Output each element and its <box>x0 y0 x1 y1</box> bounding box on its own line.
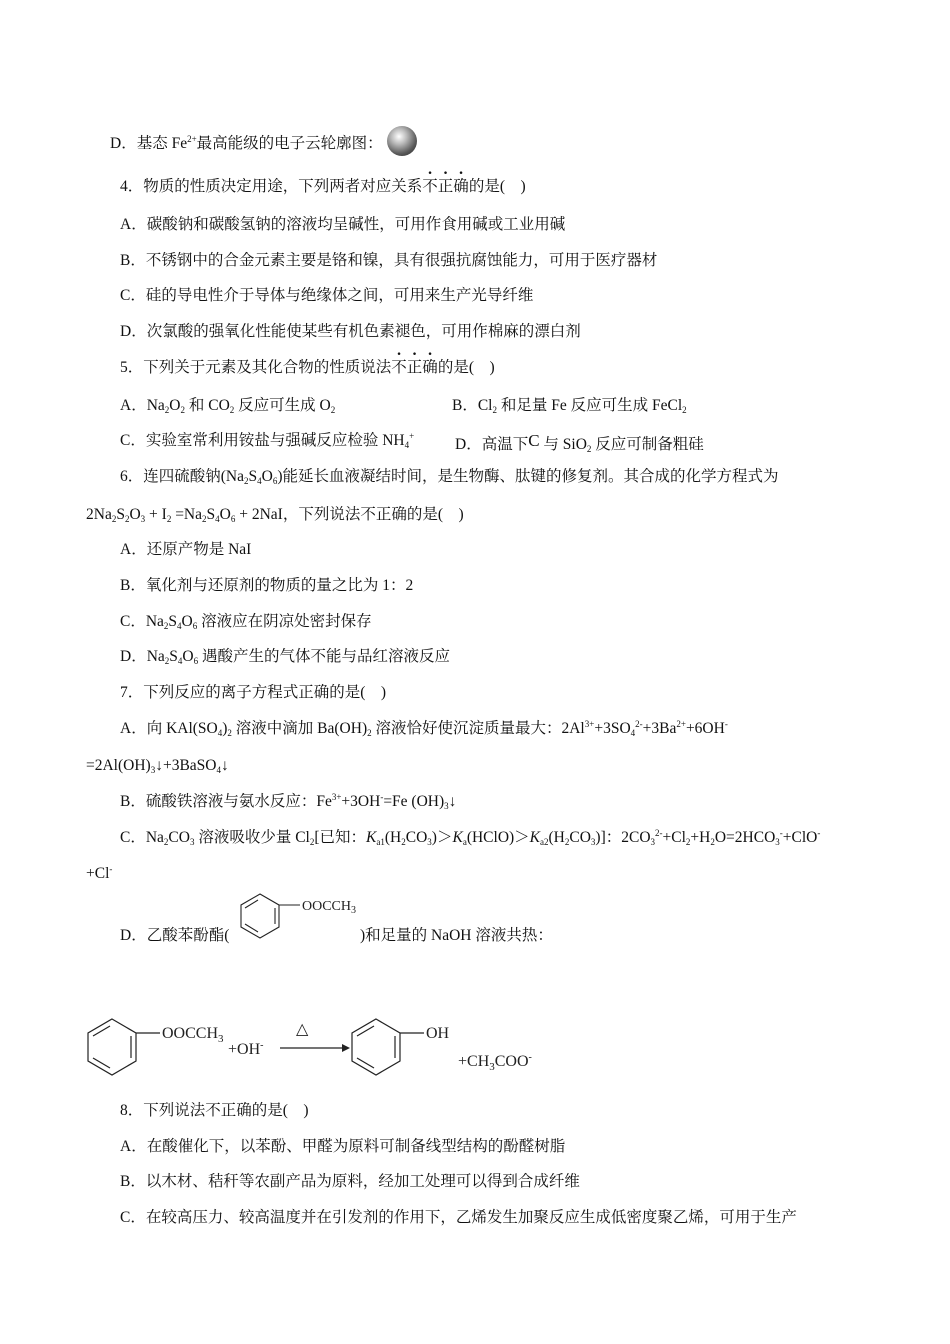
subscript: 3 <box>351 905 357 916</box>
text: O <box>182 648 194 665</box>
q7-option-a-line2 <box>86 755 229 777</box>
subscript: a1 <box>376 837 385 847</box>
text: ↓ <box>220 757 229 774</box>
q8-option-c: C．在较高压力、较高温度并在引发剂的作用下，乙烯发生加聚反应生成低密度聚乙烯，可用于生产 <box>120 1209 797 1226</box>
text: 溶液恰好使沉淀质量最大：2Al <box>371 720 585 737</box>
subscript: 2 <box>710 837 715 847</box>
subscript: 2 <box>229 405 235 415</box>
superscript: - <box>109 864 113 874</box>
subscript: 2 <box>164 656 170 666</box>
subscript: 4 <box>177 656 183 666</box>
superscript: - <box>724 719 728 729</box>
q8-stem: 8．下列说法不正确的是( ) <box>120 1102 309 1119</box>
text: 的是( ) <box>468 178 526 195</box>
reaction-equation <box>80 1010 560 1085</box>
text: 5．下列关于元素及其化合物的性质说法 <box>120 359 392 376</box>
text: +OH <box>228 1041 261 1058</box>
text: CO <box>569 829 591 846</box>
subscript: 2 <box>244 476 249 486</box>
superscript: 2- <box>635 719 643 729</box>
subscript: 4 <box>215 514 220 524</box>
text: )能延长血液凝结时间，是生物酶、肽键的修复剂。其合成的化学方程式为 <box>277 468 779 485</box>
q7-option-c-line2 <box>86 863 112 885</box>
subscript: 2 <box>685 837 691 847</box>
subscript: 2 <box>227 728 232 738</box>
subscript: 2 <box>202 514 207 524</box>
text: + 2NaI，下列说法不正确的是( ) <box>235 506 464 523</box>
q4-option-c: C．硅的导电性介于导体与绝缘体之间，可用来生产光导纤维 <box>120 287 534 304</box>
hydroxide-label <box>228 1040 263 1058</box>
q7-option-d-text-b: )和足量的 NaOH 溶液共热： <box>360 927 553 944</box>
text: O=2HCO <box>714 829 776 846</box>
text: 反应可制备粗硅 <box>591 436 704 453</box>
text: 6．连四硫酸钠(Na <box>120 468 244 485</box>
subscript: 2 <box>124 514 130 524</box>
emphasis-char: 确 <box>422 359 438 376</box>
subscript: 3 <box>775 837 780 847</box>
subscript: 4 <box>630 728 636 738</box>
text: S <box>206 506 216 523</box>
emphasis-char: 正 <box>406 359 423 376</box>
superscript: 3+ <box>331 792 342 802</box>
text: B．Cl <box>452 397 493 414</box>
text: (H <box>384 829 402 846</box>
emphasis-char: 不 <box>391 359 407 376</box>
subscript: a2 <box>540 837 549 847</box>
italic-symbol: K <box>366 829 377 846</box>
text: COO <box>494 1053 529 1070</box>
text: =Fe (OH) <box>383 793 445 810</box>
q5-option-a <box>120 395 335 417</box>
subscript: a <box>462 837 467 847</box>
q6-option-c <box>120 611 372 633</box>
subscript: 6 <box>192 621 198 631</box>
q8-option-b: B．以木材、秸秆等农副产品为原料，经加工处理可以得到合成纤维 <box>120 1173 580 1190</box>
text: S <box>248 468 258 485</box>
subscript: 2 <box>401 837 406 847</box>
text: +3SO <box>594 720 631 737</box>
italic-symbol: K <box>529 829 541 846</box>
reactant-ester-label <box>162 1025 224 1045</box>
subscript: 2 <box>111 514 117 524</box>
subscript: 2 <box>367 728 372 738</box>
text: +6OH <box>685 720 725 737</box>
text: +H <box>690 829 711 846</box>
heat-condition-label: △ <box>296 1021 309 1038</box>
subscript: 3 <box>427 837 432 847</box>
q5-stem <box>120 357 495 379</box>
text: )＞ <box>431 829 453 846</box>
subscript: 4 <box>217 728 223 738</box>
subscript: 4 <box>404 440 410 450</box>
subscript: 2 <box>163 837 169 847</box>
sphere-orbital-icon <box>387 126 417 156</box>
emphasis-char: 正 <box>437 178 454 195</box>
subscript: 6 <box>230 514 236 524</box>
superscript: - <box>817 828 821 838</box>
subscript: 2 <box>492 405 497 415</box>
subscript: 4 <box>177 621 182 631</box>
text: D．Na <box>120 648 165 665</box>
superscript: 3+ <box>584 719 595 729</box>
superscript: - <box>779 828 783 838</box>
text: S <box>169 648 178 665</box>
text: A．Na <box>120 397 165 414</box>
text: ↓+3BaSO <box>155 757 217 774</box>
text: CO <box>168 829 190 846</box>
subscript: 6 <box>272 476 278 486</box>
text: 溶液中滴加 Ba(OH) <box>231 720 368 737</box>
text: =2Al(OH) <box>86 757 151 774</box>
q7-option-b <box>120 791 456 813</box>
phenol-oh-label: OH <box>426 1025 450 1042</box>
superscript: + <box>409 431 415 441</box>
text: D．基态 Fe <box>110 135 188 152</box>
subscript: 2 <box>682 405 687 415</box>
q4-option-b: B．不锈钢中的合金元素主要是铬和镍，具有很强抗腐蚀能力，可用于医疗器材 <box>120 252 658 269</box>
italic-symbol: K <box>452 829 463 846</box>
text: 2Na <box>86 506 112 523</box>
q8-option-a: A．在酸催化下，以苯酚、甲醛为原料可制备线型结构的酚醛树脂 <box>120 1138 566 1155</box>
text: 遇酸产生的气体不能与品红溶液反应 <box>198 648 450 665</box>
text: )]：2CO <box>595 829 651 846</box>
ester-group-label <box>302 899 356 916</box>
text: +Cl <box>86 865 110 882</box>
subscript: 2 <box>180 405 185 415</box>
text: A．向 KAl(SO <box>120 720 218 737</box>
text: S <box>116 506 125 523</box>
text: 溶液应在阴凉处密封保存 <box>197 613 372 630</box>
subscript: 2 <box>164 405 170 415</box>
text: OOCCH <box>162 1025 219 1042</box>
text: +3Ba <box>642 720 677 737</box>
text: 与 SiO <box>539 436 587 453</box>
q7-option-a-line1 <box>120 718 728 740</box>
text: C．Na <box>120 613 164 630</box>
subscript: 3 <box>140 514 146 524</box>
subscript: 3 <box>189 837 195 847</box>
subscript: 4 <box>216 765 221 775</box>
superscript: - <box>380 792 384 802</box>
subscript: 3 <box>650 837 656 847</box>
text: 和足量 Fe 反应可生成 FeCl <box>496 397 683 414</box>
acetate-label <box>458 1052 532 1073</box>
phenol-benzene-ring <box>352 1019 424 1075</box>
superscript: - <box>260 1040 264 1051</box>
text: C．实验室常利用铵盐与强碱反应检验 NH <box>120 432 405 449</box>
q5-option-c <box>120 430 414 452</box>
reactant-benzene-ring <box>88 1019 160 1075</box>
text: S <box>168 613 178 630</box>
subscript: 3 <box>489 1061 495 1073</box>
subscript: 3 <box>218 1033 224 1045</box>
text: OOCCH <box>302 899 352 914</box>
text: (H <box>548 829 565 846</box>
q6-option-b: B．氧化剂与还原剂的物质的量之比为 1：2 <box>120 577 414 594</box>
emphasis-char: 确 <box>453 178 469 195</box>
text: C．Na <box>120 829 164 846</box>
text: 的是( ) <box>437 359 495 376</box>
text: O <box>261 468 273 485</box>
superscript: 2- <box>655 828 663 838</box>
q6-option-a: A．还原产物是 NaI <box>120 541 252 558</box>
q6-stem-line1 <box>120 466 779 488</box>
text: +Cl <box>662 829 686 846</box>
text: +3OH <box>341 793 381 810</box>
text: 4．物质的性质决定用途，下列两者对应关系 <box>120 178 423 195</box>
q4-stem <box>120 176 526 198</box>
text: +ClO <box>782 829 818 846</box>
text: + I <box>145 506 167 523</box>
text: ↓ <box>448 793 457 810</box>
text: D．高温下 <box>455 436 529 453</box>
q6-stem-line2 <box>86 504 464 526</box>
text: [已知： <box>314 829 367 846</box>
text: B．硫酸铁溶液与氨水反应：Fe <box>120 793 332 810</box>
superscript: - <box>528 1052 532 1063</box>
q5-option-d <box>455 430 704 456</box>
text: 反应可生成 O <box>234 397 331 414</box>
subscript: 2 <box>564 837 570 847</box>
q3-option-d <box>110 126 417 156</box>
q5-option-b <box>452 395 687 417</box>
text: ) <box>222 720 228 737</box>
q4-option-a: A．碳酸钠和碳酸氢钠的溶液均呈碱性，可用作食用碱或工业用碱 <box>120 216 566 233</box>
superscript: 2+ <box>187 134 197 144</box>
superscript: 2+ <box>676 719 686 729</box>
q7-option-c-line1 <box>120 827 820 849</box>
phenyl-acetate-structure <box>230 892 370 950</box>
q7-option-d-text-a: D．乙酸苯酚酯( <box>120 927 230 944</box>
subscript: 4 <box>257 476 262 486</box>
text: +CH <box>458 1053 490 1070</box>
subscript: 3 <box>590 837 596 847</box>
text: O <box>129 506 141 523</box>
subscript: 2 <box>166 514 172 524</box>
subscript: 2 <box>309 837 315 847</box>
q6-option-d <box>120 646 450 668</box>
text: (HClO)＞ <box>466 829 530 846</box>
benzene-ring <box>241 894 300 938</box>
text: 溶液吸收少量 Cl <box>194 829 310 846</box>
subscript: 3 <box>444 801 449 811</box>
text: O <box>181 613 193 630</box>
subscript: 3 <box>150 765 156 775</box>
text: CO <box>405 829 428 846</box>
emphasis-char: 不 <box>422 178 438 195</box>
subscript: 2 <box>586 444 592 454</box>
subscript: 6 <box>193 656 199 666</box>
text: C <box>528 431 540 450</box>
subscript: 2 <box>163 621 169 631</box>
text: O <box>169 397 181 414</box>
reaction-arrow-icon <box>280 1044 350 1052</box>
subscript: 2 <box>330 405 336 415</box>
q4-option-d: D．次氯酸的强氧化性能使某些有机色素褪色，可用作棉麻的漂白剂 <box>120 323 581 340</box>
q7-stem: 7．下列反应的离子方程式正确的是( ) <box>120 684 387 701</box>
text: 最高能级的电子云轮廓图： <box>196 135 383 152</box>
text: O <box>219 506 231 523</box>
text: 和 CO <box>184 397 230 414</box>
text: =Na <box>171 506 203 523</box>
